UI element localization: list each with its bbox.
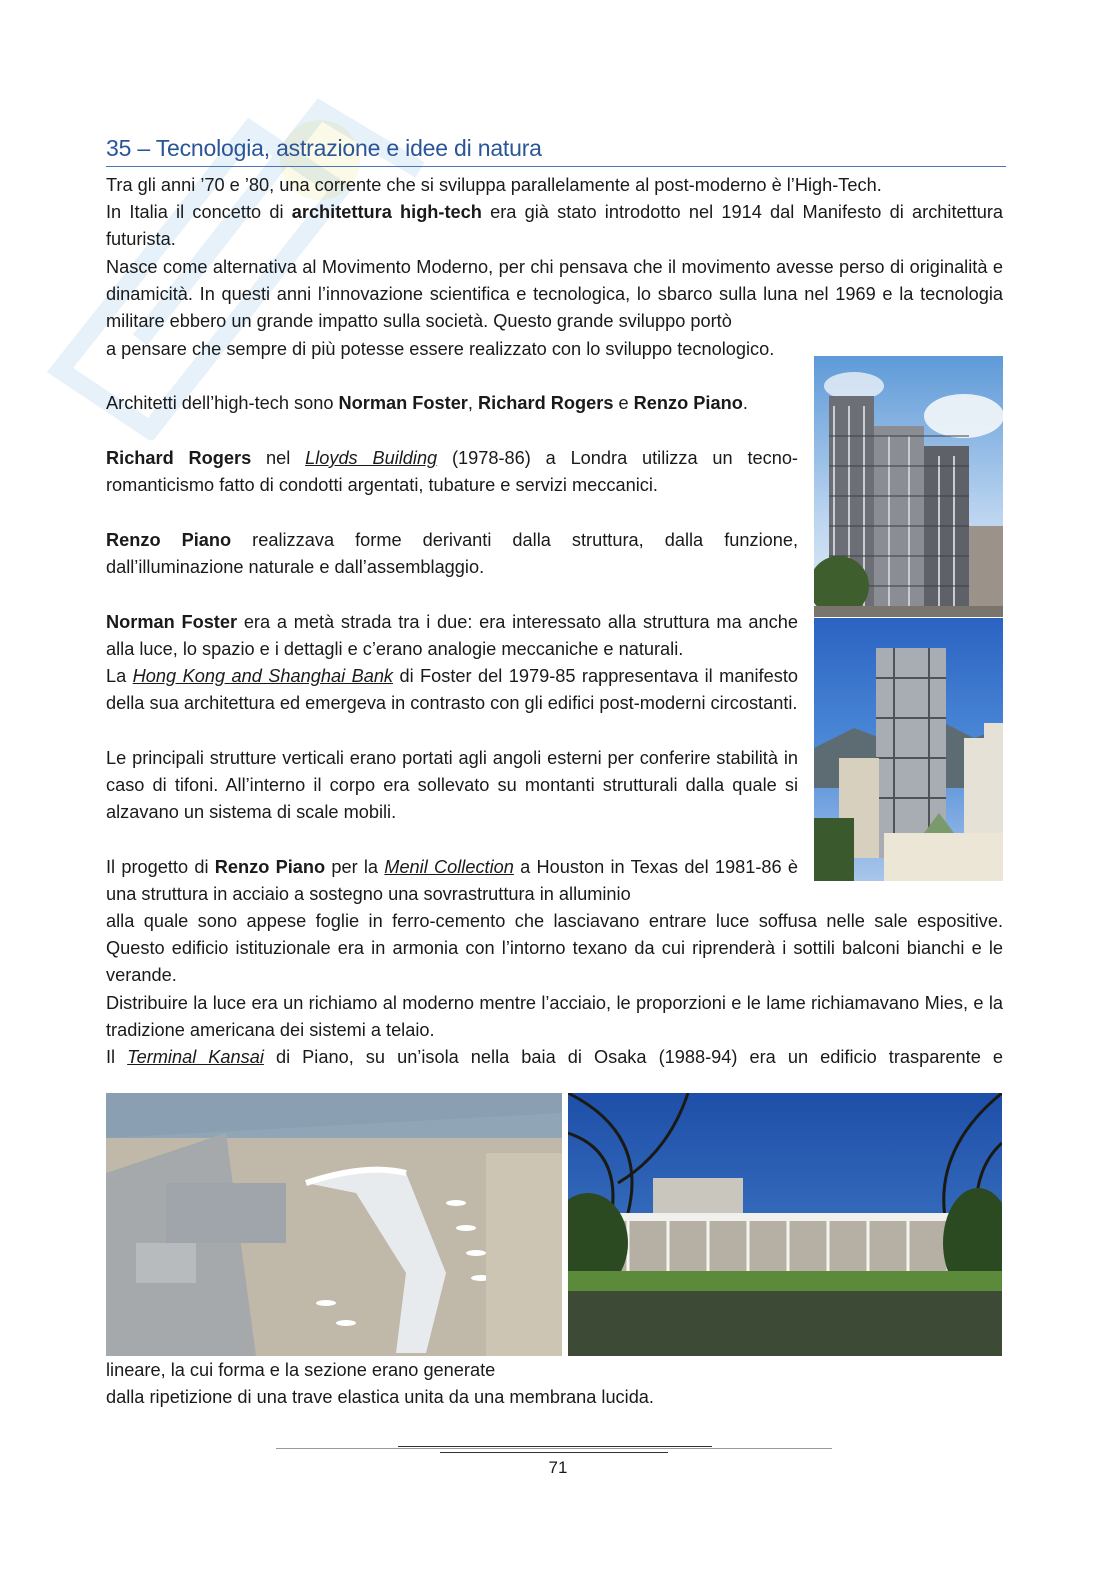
paragraph-menil: Il progetto di Renzo Piano per la Menil Collection a Houston in Texas del 1981-86 è una struttura in acciaio a sostegno una sovrastruttura in alluminio (106, 857, 798, 905)
paragraph-italia: In Italia il concetto di architettura high-tech era già stato introdotto nel 1914 dal Manifesto di architettura futurista. (106, 202, 1004, 250)
paragraph-strutture: Le principali strutture verticali erano portati agli angoli esterni per conferire stabilità in caso di tifoni. All’interno il corpo era sollevato su montanti strutturali dalla quale si alzavano un sistema di scale mobili. (106, 748, 798, 823)
page-title: 35 – Tecnologia, astrazione e idee di natura (106, 132, 1006, 167)
paragraph-hsbc: La Hong Kong and Shanghai Bank di Foster del 1979-85 rappresentava il manifesto della sua architettura ed emergeva in contrasto con gli edifici post-moderni circostanti. (106, 666, 798, 714)
photo-kansai-terminal (106, 1093, 562, 1356)
paragraph-intro: Tra gli anni ’70 e ’80, una corrente che si sviluppa parallelamente al post-moderno è l’High-Tech. (106, 175, 882, 195)
photo-menil-collection (568, 1093, 1002, 1356)
paragraph-luce: Distribuire la luce era un richiamo al moderno mentre l’acciaio, le proporzioni e le lame richiamavano Mies, e la tradizione americana dei sistemi a telaio. (106, 993, 1003, 1041)
link-lloyds-building: Lloyds Building (305, 448, 438, 468)
paragraph-kansai: Il Terminal Kansai di Piano, su un’isola nella baia di Osaka (1988-94) era un edificio trasparente e (106, 1047, 1003, 1067)
paragraph-nasce-continued: a pensare che sempre di più potesse essere realizzato con lo sviluppo tecnologico. (106, 339, 775, 359)
photo-hsbc-building (814, 618, 1003, 881)
paragraph-nasce: Nasce come alternativa al Movimento Moderno, per chi pensava che il movimento avesse perso di originalità e dinamicità. In questi anni l’innovazione scientifica e tecnologica, lo sbarco sulla luna nel 1969 e la tecnologia militare ebbero un grande impatto sulla società. Questo grande sviluppo portò (106, 257, 1003, 332)
link-menil-collection: Menil Collection (384, 857, 514, 877)
photo-lloyds-building (814, 356, 1003, 617)
footer-rule (276, 1448, 832, 1449)
page-number: 71 (548, 1458, 568, 1477)
paragraph-menil-continued: alla quale sono appese foglie in ferro-cemento che lasciavano entrare luce soffusa nelle sale espositive. Questo edificio istituzionale era in armonia con l’intorno texano da cui riprenderà i sottili balconi bianchi e le verande. (106, 911, 1003, 986)
paragraph-lineare: lineare, la cui forma e la sezione erano generate (106, 1360, 496, 1380)
link-hong-kong-bank: Hong Kong and Shanghai Bank (132, 666, 394, 686)
paragraph-piano: Renzo Piano realizzava forme derivanti dalla struttura, dalla funzione, dall’illuminazione naturale e dall’assemblaggio. (106, 530, 799, 578)
paragraph-rogers: Richard Rogers nel Lloyds Building (1978-86) a Londra utilizza un tecno-romanticismo fatto di condotti argentati, tubature e servizi meccanici. (106, 448, 798, 496)
link-terminal-kansai: Terminal Kansai (127, 1047, 264, 1067)
footer-rule-short (440, 1452, 668, 1453)
paragraph-foster: Norman Foster era a metà strada tra i due: era interessato alla struttura ma anche alla luce, lo spazio e i dettagli e c’erano analogie meccaniche e naturali. (106, 612, 798, 660)
paragraph-architetti: Architetti dell’high-tech sono Norman Foster, Richard Rogers e Renzo Piano. (106, 393, 748, 413)
footer-rule-dark (398, 1446, 712, 1447)
paragraph-trave: dalla ripetizione di una trave elastica unita da una membrana lucida. (106, 1387, 654, 1407)
